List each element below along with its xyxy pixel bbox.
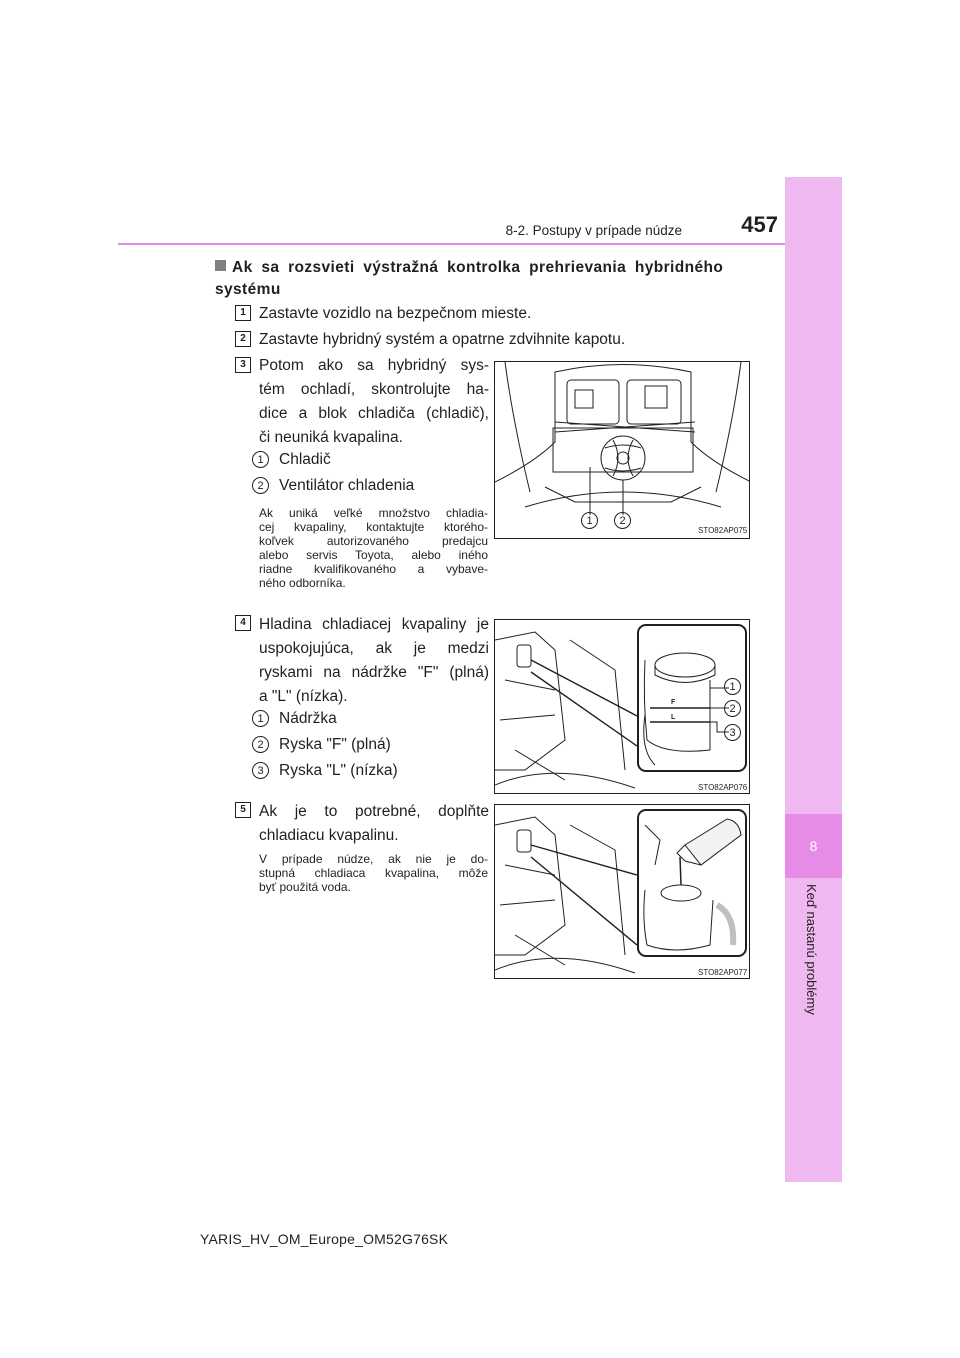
item-label-cooling-fan: Ventilátor chladenia xyxy=(279,477,415,494)
figure-callout: 2 xyxy=(724,700,741,717)
square-bullet-icon xyxy=(215,260,226,271)
text-line: uspokojujúca, ak je medzi xyxy=(259,640,489,657)
figure-callout: 1 xyxy=(581,512,598,529)
note-line: alebo servis Toyota, alebo iného xyxy=(259,548,488,562)
coolant-reservoir-figure xyxy=(494,619,750,794)
note-line: byť použitá voda. xyxy=(259,880,351,894)
note-line: cej kvapaliny, kontaktujte ktorého- xyxy=(259,520,488,534)
chapter-number: 8 xyxy=(809,838,818,854)
note-line: Ak uniká veľké množstvo chladia- xyxy=(259,506,488,520)
text-line: tém ochladí, skontrolujte ha- xyxy=(259,381,489,398)
text-line: Ak je to potrebné, doplňte xyxy=(259,803,489,820)
step-number-2: 2 xyxy=(235,331,251,347)
figure-callout: 3 xyxy=(724,724,741,741)
step-1-text: Zastavte vozidlo na bezpečnom mieste. xyxy=(259,305,532,322)
section-title: 8-2. Postupy v prípade núdze xyxy=(505,223,682,238)
text-line: a "L" (nízka). xyxy=(259,688,348,705)
figure-callout: 2 xyxy=(614,512,631,529)
note-line: ného odborníka. xyxy=(259,576,346,590)
figure-code: STO82AP075 xyxy=(698,526,748,535)
item-label-f-line: Ryska "F" (plná) xyxy=(279,736,391,753)
figure-code: STO82AP077 xyxy=(698,968,748,977)
f-mark: F xyxy=(671,699,676,706)
note-line: V prípade núdze, ak nie je do- xyxy=(259,852,488,866)
step-number-3: 3 xyxy=(235,357,251,373)
note-line: koľvek autorizovaného predajcu xyxy=(259,534,488,548)
item-number: 1 xyxy=(252,710,269,727)
chapter-title xyxy=(800,884,826,1034)
figure-callout: 1 xyxy=(724,678,741,695)
note-line: stupná chladiaca kvapalina, môže xyxy=(259,866,488,880)
step-3-note xyxy=(259,506,488,590)
step-4-text xyxy=(259,613,489,709)
text-line: Potom ako sa hybridný sys- xyxy=(259,357,489,374)
document-footer: YARIS_HV_OM_Europe_OM52G76SK xyxy=(200,1231,449,1247)
step-number-1: 1 xyxy=(235,305,251,321)
coolant-reservoir-illustration xyxy=(495,620,750,794)
step-number-5: 5 xyxy=(235,802,251,818)
engine-bay-figure xyxy=(494,361,750,539)
chapter-title-text: Keď nastanú problémy xyxy=(804,884,819,1015)
item-label-l-line: Ryska "L" (nízka) xyxy=(279,762,398,779)
item-number: 2 xyxy=(252,736,269,753)
step-5-text xyxy=(259,800,489,848)
step-5-note xyxy=(259,852,488,894)
step-3-text xyxy=(259,354,489,450)
section-heading xyxy=(215,257,747,301)
item-number: 2 xyxy=(252,477,269,494)
text-line: chladiacu kvapalinu. xyxy=(259,827,399,844)
section-heading-text: Ak sa rozsvieti výstražná kontrolka prehrievania hybridného systému xyxy=(215,259,724,298)
text-line: ryskami na nádržke "F" (plná) xyxy=(259,664,489,681)
step-number-4: 4 xyxy=(235,615,251,631)
item-label-radiator: Chladič xyxy=(279,451,331,468)
step-2-text: Zastavte hybridný systém a opatrne zdvihnite kapotu. xyxy=(259,331,626,348)
l-mark: L xyxy=(671,714,676,721)
refill-coolant-illustration xyxy=(495,805,750,979)
note-line: riadne kvalifikovaného a vybave- xyxy=(259,562,488,576)
item-number: 1 xyxy=(252,451,269,468)
item-number: 3 xyxy=(252,762,269,779)
page-number: 457 xyxy=(741,212,778,237)
item-label-reservoir: Nádržka xyxy=(279,710,337,727)
text-line: či neuniká kvapalina. xyxy=(259,429,403,446)
text-line: Hladina chladiacej kvapaliny je xyxy=(259,616,489,633)
text-line: dice a blok chladiča (chladič), xyxy=(259,405,489,422)
figure-code: STO82AP076 xyxy=(698,783,748,792)
chapter-tab-background xyxy=(785,177,842,814)
header-rule xyxy=(118,243,785,245)
refill-coolant-figure xyxy=(494,804,750,979)
